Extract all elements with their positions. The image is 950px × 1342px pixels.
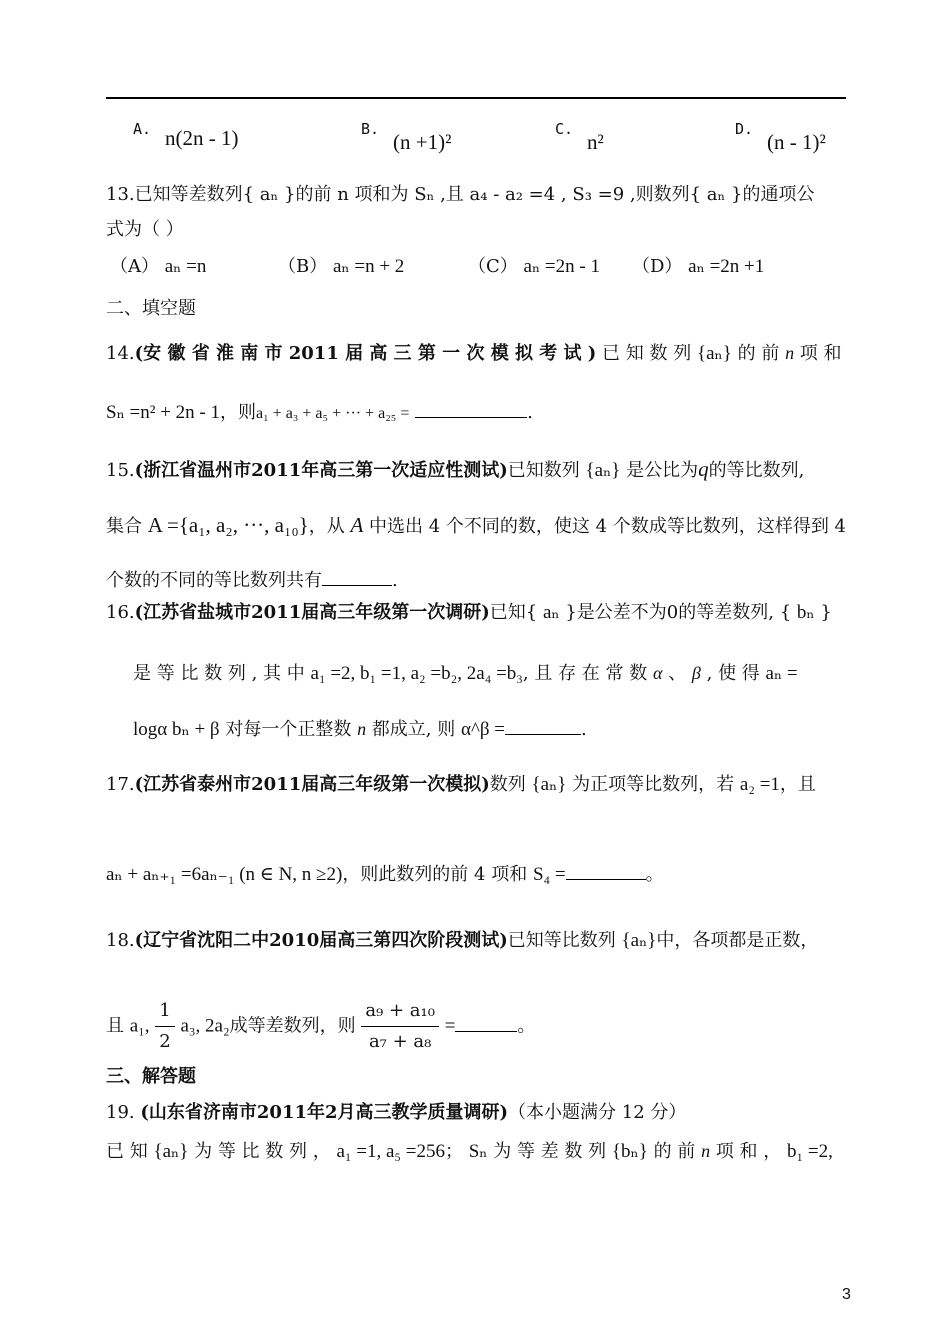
- q17-number: 17.: [106, 774, 135, 795]
- q17-seq: {aₙ}: [531, 774, 567, 795]
- q14-text3: 项 和: [799, 343, 842, 364]
- q16-period: .: [581, 719, 587, 740]
- q15-text2: 是公比为: [626, 460, 699, 481]
- q18-line2: [106, 996, 535, 1057]
- q18-source: (辽宁省沈阳二中2010届高三第四次阶段测试): [134, 930, 508, 951]
- q17-line1: [106, 772, 816, 798]
- q14-number: 14.: [106, 343, 135, 364]
- q16-conditions: a₁ =2, b₁ =1, a₂ =b₂, 2a₄ =b₃: [310, 663, 523, 684]
- q16-line1: [106, 600, 832, 626]
- q13-choice-b-expr: aₙ =n + 2: [332, 256, 405, 277]
- q18-text1: 已知等比数列: [507, 930, 616, 951]
- q16-line3: [133, 716, 587, 743]
- q17-text3: ，且: [779, 774, 816, 795]
- q16-power: α^β =: [460, 719, 505, 740]
- q18-a1: a₁,: [129, 1015, 150, 1037]
- q16-text1: 已知{: [489, 602, 538, 623]
- q16-alpha: α: [653, 663, 663, 683]
- section-fill-in-heading: 二、填空题: [106, 298, 196, 319]
- q17-cond: a₂ =1: [739, 774, 780, 795]
- q18-text3: 成等差数列，则: [229, 1015, 356, 1037]
- q14-text2: 的 前: [737, 343, 780, 364]
- q15-text4: 中选出 4 个不同的数，使这 4 个数成等比数列，这样得到 4: [369, 516, 846, 537]
- option-c-letter: C.: [555, 120, 574, 138]
- q19-n: n: [701, 1141, 711, 1161]
- q17-period: 。: [645, 864, 664, 885]
- q14-source: (安 徽 省 淮 南 市 2011 届 高 三 第 一 次 模 拟 考 试 ): [134, 343, 597, 364]
- option-b-letter: B.: [361, 120, 380, 138]
- page-number: 3: [842, 1286, 851, 1303]
- q16-text2: }是公差不为0的等差数列, {: [565, 602, 792, 623]
- q18-half-den: 2: [159, 1031, 171, 1052]
- q13-choice-a-expr: aₙ =n: [164, 256, 207, 277]
- q15-text1: 已知数列: [507, 460, 580, 481]
- q16-sep: 、: [668, 663, 687, 684]
- q17-answer-blank[interactable]: [566, 879, 646, 880]
- q15-source: (浙江省温州市2011年高三第一次适应性测试): [134, 460, 508, 481]
- q14-sn-expr: Sₙ =n² + 2n - 1: [106, 402, 220, 423]
- q17-line2: [106, 862, 664, 888]
- q16-text4: 是 等 比 数 列 , 其 中: [133, 663, 305, 684]
- q15-text3: 的等比数列,: [708, 460, 805, 481]
- q19-text3: 为 等 差 数 列: [493, 1141, 607, 1162]
- q16-text3: }: [820, 602, 832, 623]
- q13-choice-c-label: （C）: [468, 256, 518, 277]
- q17-text4: ，则此数列的前 4 项和: [342, 864, 528, 885]
- q13-choice-a: [110, 254, 206, 280]
- q14-text1: 已 知 数 列: [602, 343, 692, 364]
- q14-period: .: [527, 402, 533, 423]
- q17-s4: S₄ =: [532, 864, 566, 885]
- q18-number: 18.: [106, 930, 135, 951]
- q15-set-label: 集合: [106, 516, 142, 537]
- q16-text5: , 且 存 在 常 数: [522, 663, 648, 684]
- q18-a3-a2: a₃, 2a₂: [180, 1015, 230, 1037]
- q15-from: ，从: [308, 516, 345, 537]
- option-a-expr: n(2n - 1): [165, 126, 239, 150]
- q17-recurrence: aₙ + aₙ₊₁ =6aₙ₋₁ (n ∈ N, n ≥2): [106, 864, 343, 885]
- q18-text2: 中，各项都是正数，: [656, 930, 819, 951]
- q18-seq: {aₙ}: [621, 930, 657, 951]
- q19-number: 19.: [106, 1102, 135, 1123]
- q14-answer-blank[interactable]: [415, 417, 527, 418]
- q17-source: (江苏省泰州市2011届高三年级第一次模拟): [134, 774, 490, 795]
- q14-var: n: [785, 343, 795, 363]
- q15-text5: 个数的不同的等比数列共有: [106, 570, 322, 591]
- q15-q: q: [698, 457, 709, 481]
- q19-sep: ；: [445, 1141, 463, 1162]
- header-rule: [106, 97, 846, 99]
- q13-choice-a-label: （A）: [110, 256, 159, 277]
- q15-answer-blank[interactable]: [322, 585, 392, 586]
- q15-line3: [106, 568, 398, 594]
- q16-beta: β: [691, 663, 701, 683]
- q16-log-expr: logα bₙ + β: [133, 719, 220, 740]
- q14-line1: [106, 340, 842, 367]
- q18-period: 。: [517, 1015, 536, 1037]
- q15-seq: {aₙ}: [585, 460, 621, 481]
- q15-number: 15.: [106, 460, 135, 481]
- q19-sn: Sₙ: [468, 1141, 488, 1162]
- q13-line2: 式为（ ）: [106, 219, 184, 240]
- q13-choice-d-label: （D）: [632, 256, 683, 277]
- q13-line1: 13.已知等差数列{ aₙ }的前 n 项和为 Sₙ ,且 a₄ - a₂ =4 , S₃ =9 ,则数列{ aₙ }的通项公: [106, 184, 815, 205]
- q15-set-expr: A ={a₁, a₂, ···, a₁₀}: [147, 513, 309, 537]
- q13-choice-d-expr: aₙ =2n +1: [688, 256, 765, 277]
- q16-an-eq: aₙ =: [765, 663, 798, 684]
- q14-seq: {aₙ}: [696, 343, 732, 364]
- q18-ratio-fraction: [361, 996, 439, 1057]
- q16-number: 16.: [106, 602, 135, 623]
- q19-cond1: a₁ =1, a₅ =256: [336, 1141, 445, 1162]
- q19-cond2: b₁ =2,: [786, 1141, 833, 1162]
- q18-answer-blank[interactable]: [455, 1031, 517, 1032]
- q19-text5: 项 和 ，: [715, 1141, 782, 1162]
- q18-equals: =: [444, 1015, 456, 1037]
- q19-seq-a: {aₙ}: [153, 1141, 189, 1162]
- q14-line2: [106, 400, 533, 427]
- q14-sum-expr: a₁ + a₃ + a₅ + ··· + a₂₅ =: [256, 405, 410, 422]
- q17-text1: 数列: [489, 774, 526, 795]
- section-solve-heading: 三、解答题: [106, 1066, 196, 1087]
- option-c-expr: n²: [587, 130, 604, 154]
- q13-choice-c: [468, 254, 600, 280]
- q19-text2: 为 等 比 数 列 ，: [194, 1141, 331, 1162]
- q16-a: aₙ: [542, 602, 560, 623]
- q14-then: ，则: [220, 402, 256, 423]
- q15-A: A: [350, 513, 364, 537]
- q19-note: （本小题满分 12 分）: [508, 1102, 687, 1123]
- q19-seq-b: {bₙ}: [611, 1141, 648, 1162]
- q18-ratio-den: a₇ + a₈: [368, 1031, 432, 1052]
- q19-line2: [106, 1138, 833, 1165]
- option-d-expr: (n - 1)²: [767, 130, 826, 154]
- q18-half-num: 1: [155, 996, 174, 1027]
- option-b-expr: (n +1)²: [393, 130, 452, 154]
- q15-line1: [106, 456, 804, 484]
- q15-period: .: [392, 570, 398, 591]
- q13-choice-d: [632, 254, 764, 280]
- q16-n: n: [357, 719, 367, 739]
- q18-half-fraction: [155, 996, 174, 1057]
- option-a-letter: A.: [133, 120, 152, 138]
- q17-text2: 为正项等比数列，若: [572, 774, 735, 795]
- q13-choice-b-label: （B）: [278, 256, 328, 277]
- q16-text7: 对每一个正整数: [225, 719, 352, 740]
- q19-text4: 的 前: [653, 1141, 696, 1162]
- q13-choice-c-expr: aₙ =2n - 1: [523, 256, 600, 277]
- q16-b: bₙ: [796, 602, 815, 623]
- q13-choice-b: [278, 254, 404, 280]
- q16-text6: , 使 得: [706, 663, 760, 684]
- q16-answer-blank[interactable]: [505, 734, 581, 735]
- q18-and: 且: [106, 1015, 124, 1037]
- q15-line2: [106, 512, 846, 540]
- q16-source: (江苏省盐城市2011届高三年级第一次调研): [134, 602, 490, 623]
- q16-text8: 都成立, 则: [371, 719, 456, 740]
- q16-line2: [133, 660, 798, 687]
- q19-line1: [106, 1100, 686, 1126]
- q18-ratio-num: a₉ + a₁₀: [361, 996, 439, 1027]
- q19-text1: 已 知: [106, 1141, 148, 1162]
- q19-source: (山东省济南市2011年2月高三教学质量调研): [140, 1102, 509, 1123]
- option-d-letter: D.: [735, 120, 754, 138]
- q18-line1: [106, 928, 818, 954]
